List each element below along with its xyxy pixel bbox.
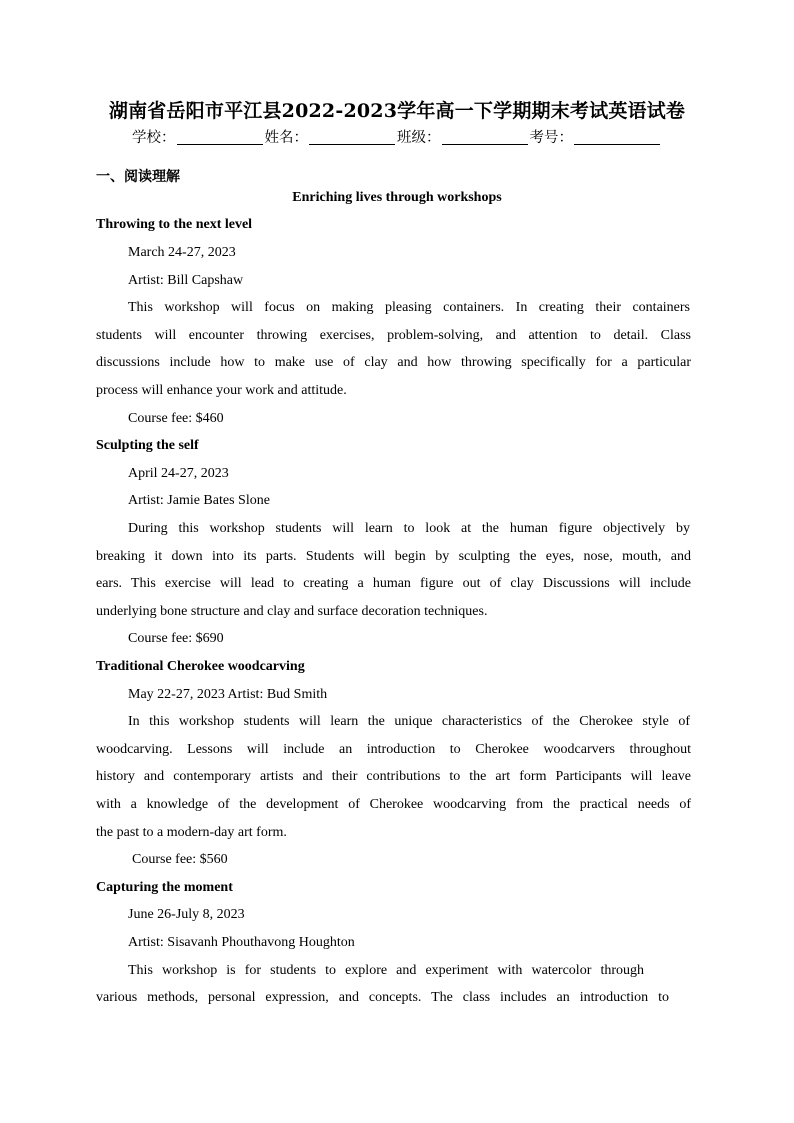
workshop-artist: Artist: Sisavanh Phouthavong Houghton — [128, 935, 355, 950]
workshop-artist: Artist: Jamie Bates Slone — [128, 493, 270, 508]
workshop-heading: Traditional Cherokee woodcarving — [96, 659, 305, 674]
paragraph-line: ears. This exercise will lead to creating a human figure out of clay Discussions will include — [96, 576, 691, 591]
exam-title: 湖南省岳阳市平江县2022-2023学年高一下学期期末考试英语试卷 — [108, 100, 686, 122]
paragraph-line: breaking it down into its parts. Students will begin by sculpting the eyes, nose, mouth, and — [96, 549, 691, 564]
paragraph-line: discussions include how to make use of clay and how throwing specifically for a particular — [96, 355, 691, 370]
paragraph-line: woodcarving. Lessons will include an introduction to Cherokee woodcarvers throughout — [96, 742, 691, 757]
workshop-heading: Sculpting the self — [96, 438, 199, 453]
paragraph-line: process will enhance your work and attitude. — [96, 383, 347, 398]
course-fee: Course fee: $460 — [128, 411, 224, 426]
paragraph-line: history and contemporary artists and their contributions to the art form Participants will leave — [96, 769, 691, 784]
paragraph-line: the past to a modern-day art form. — [96, 825, 287, 840]
student-info-line — [0, 126, 794, 147]
workshop-artist: Artist: Bill Capshaw — [128, 273, 244, 288]
workshop-heading: Capturing the moment — [96, 880, 233, 895]
paragraph-line: underlying bone structure and clay and surface decoration techniques. — [96, 604, 488, 619]
name-blank — [309, 130, 395, 145]
paragraph-line: In this workshop students will learn the unique characteristics of the Cherokee style of — [128, 714, 690, 729]
course-fee: Course fee: $560 — [132, 852, 228, 867]
workshop-date: June 26-July 8, 2023 — [128, 907, 245, 922]
workshop-date: April 24-27, 2023 — [128, 466, 229, 481]
paragraph-line: During this workshop students will learn to look at the human figure objectively by — [128, 521, 690, 536]
workshop-date: March 24-27, 2023 — [128, 245, 236, 260]
paragraph-line: various methods, personal expression, and concepts. The class includes an introduction to — [96, 990, 669, 1005]
workshop-heading: Throwing to the next level — [96, 217, 253, 232]
section-heading: 一、阅读理解 — [96, 169, 180, 185]
school-label: 学校： — [132, 130, 176, 146]
name-label: 姓名： — [264, 130, 308, 146]
workshop-date-artist: May 22-27, 2023 Artist: Bud Smith — [128, 687, 328, 702]
exam-number-blank — [574, 130, 660, 145]
paragraph-line: This workshop will focus on making pleasing containers. In creating their containers — [128, 300, 690, 315]
exam-number-label: 考号： — [529, 130, 573, 146]
class-blank — [442, 130, 528, 145]
paragraph-line: This workshop is for students to explore and experiment with watercolor through — [128, 963, 644, 978]
paragraph-line: with a knowledge of the development of Cherokee woodcarving from the practical needs of — [96, 797, 691, 812]
paragraph-line: students will encounter throwing exercises, problem-solving, and attention to detail. Class — [96, 328, 691, 343]
passage-title: Enriching lives through workshops — [292, 190, 502, 205]
class-label: 班级： — [397, 130, 441, 146]
course-fee: Course fee: $690 — [128, 631, 224, 646]
school-blank — [177, 130, 263, 145]
